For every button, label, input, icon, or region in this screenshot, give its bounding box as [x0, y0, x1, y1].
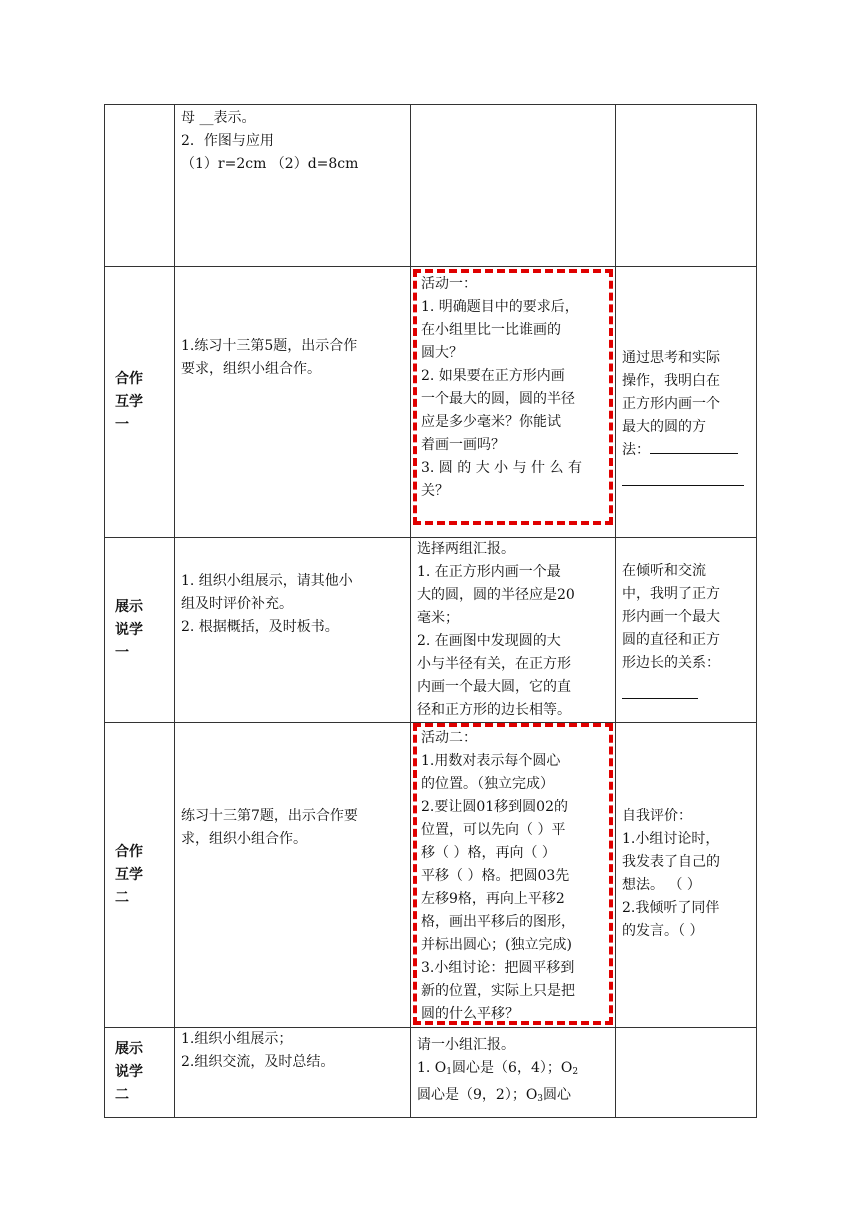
text-line: 圆的什么平移？ [421, 1006, 519, 1022]
fill-blank [622, 462, 744, 486]
stage-label: 一 [115, 644, 129, 661]
student-activity-cell [411, 267, 616, 538]
stage-label: 展示 [115, 598, 143, 615]
teacher-activity-cell [175, 723, 411, 1028]
text-line: 1. 明确题目中的要求后， [421, 299, 579, 315]
reflection-cell [616, 1028, 757, 1118]
text-line: 小与半径有关，在正方形 [417, 656, 571, 672]
stage-label-cell [105, 723, 175, 1028]
text-fragment: 1. O [417, 1060, 447, 1076]
stage-label: 一 [115, 416, 129, 433]
text-line: 圆的直径和正方 [622, 632, 720, 648]
student-activity-cell [411, 1028, 616, 1118]
stage-label: 说学 [115, 621, 143, 638]
text-line: 活动二： [421, 730, 477, 746]
reflection-cell [616, 267, 757, 538]
text-fragment: 圆心是（9，2）；O [417, 1087, 538, 1103]
stage-label: 互学 [115, 393, 143, 410]
text-line: 2．作图与应用 [181, 133, 274, 149]
text-fragment: 圆心 [543, 1087, 572, 1103]
teacher-activity-cell [175, 1028, 411, 1118]
text-line: 平移（ ）格。把圆03先 [421, 868, 570, 884]
text-line: 活动一： [421, 276, 477, 292]
text-fragment: 圆心是（6，4）；O [452, 1060, 573, 1076]
subscript: 2 [572, 1067, 579, 1077]
text-line: 选择两组汇报。 [417, 541, 515, 557]
table-row [105, 538, 757, 723]
table-row [105, 105, 757, 267]
text-line: 左移9格，再向上平移2 [421, 891, 565, 907]
activity-one-dashed-box [413, 269, 613, 525]
text-line: 练习十三第7题，出示合作要 [181, 808, 358, 824]
text-line: 中，我明了正方 [622, 586, 720, 602]
text-line: （1）r=2cm （2）d=8cm [181, 156, 359, 172]
text-line [417, 1057, 609, 1084]
text-line: 并标出圆心；(独立完成) [421, 937, 572, 953]
text-line: 内画一个最大圆，它的直 [417, 679, 571, 695]
table-row [105, 1028, 757, 1118]
text-line: 2. 在画图中发现圆的大 [417, 633, 561, 649]
activity-two-dashed-box [413, 723, 613, 1025]
text-line: 1.练习十三第5题，出示合作 [181, 338, 358, 354]
stage-label: 二 [115, 889, 129, 906]
text-line: 的位置。（独立完成） [421, 776, 554, 792]
text-line: 形边长的关系： [622, 655, 720, 671]
text-line: 位置，可以先向（ ）平 [421, 822, 566, 838]
text-line: 格，画出平移后的图形， [421, 914, 575, 930]
text-line: 在小组里比一比谁画的 [421, 322, 561, 338]
teacher-activity-cell [175, 538, 411, 723]
stage-label: 合作 [115, 370, 143, 387]
text-line: 要求，组织小组合作。 [181, 361, 321, 377]
text-line [417, 1084, 609, 1111]
table-row [105, 723, 757, 1028]
text-line: 毫米； [417, 610, 459, 626]
text-line: 3.小组讨论：把圆平移到 [421, 960, 575, 976]
text-line: 应是多少毫米？你能试 [421, 414, 561, 430]
text-line: 组及时评价补充。 [181, 596, 293, 612]
lesson-plan-table [104, 104, 757, 1118]
subscript: 3 [537, 1094, 544, 1104]
text-line: 2. 如果要在正方形内画 [421, 368, 565, 384]
text-line: 关？ [421, 483, 449, 499]
text-line: 2. 根据概括，及时板书。 [181, 619, 339, 635]
text-line: 移（ ）格，再向（ ） [421, 845, 556, 861]
text-line: 圆大？ [421, 345, 463, 361]
text-line: 求，组织小组合作。 [181, 831, 307, 847]
text-line: 2.组织交流，及时总结。 [181, 1054, 335, 1070]
stage-label: 互学 [115, 866, 143, 883]
text-line: 3. 圆 的 大 小 与 什 么 有 [421, 460, 582, 476]
text-line: 在倾听和交流 [622, 563, 706, 579]
fill-blank [650, 453, 738, 454]
text-line: 母 __表示。 [181, 110, 256, 126]
stage-label-cell [105, 538, 175, 723]
text-line: 操作，我明白在 [622, 373, 720, 389]
text-line: 的发言。（ ） [622, 923, 704, 939]
text-line: 1.小组讨论时， [622, 831, 720, 847]
teacher-activity-cell [175, 105, 411, 267]
student-activity-cell [411, 538, 616, 723]
stage-label-cell [105, 267, 175, 538]
subscript: 1 [446, 1067, 453, 1077]
student-activity-cell [411, 105, 616, 267]
stage-label: 说学 [115, 1064, 143, 1080]
text-line: 通过思考和实际 [622, 350, 720, 366]
reflection-cell [616, 538, 757, 723]
student-activity-cell [411, 723, 616, 1028]
text-line: 径和正方形的边长相等。 [417, 702, 571, 718]
text-line: 最大的圆的方 [622, 419, 706, 435]
text-line: 大的圆，圆的半径应是20 [417, 587, 575, 603]
stage-label-cell [105, 1028, 175, 1118]
text-line: 一个最大的圆，圆的半径 [421, 391, 575, 407]
text-line: 1. 在正方形内画一个最 [417, 564, 561, 580]
text-line: 自我评价： [622, 808, 692, 824]
text-line: 请一小组汇报。 [417, 1037, 515, 1053]
reflection-cell [616, 105, 757, 267]
text-line: 2.我倾听了同伴 [622, 900, 720, 916]
text-line: 我发表了自己的 [622, 854, 720, 870]
text-line: 形内画一个最大 [622, 609, 720, 625]
stage-label: 二 [115, 1087, 129, 1103]
text-line: 1. 组织小组展示，请其他小 [181, 573, 353, 589]
text-line: 正方形内画一个 [622, 396, 720, 412]
teacher-activity-cell [175, 267, 411, 538]
text-line: 着画一画吗？ [421, 437, 505, 453]
text-line [622, 462, 750, 486]
text-fragment: 法： [622, 442, 650, 458]
stage-label: 展示 [115, 1041, 143, 1057]
text-line: 2.要让圆01移到圆02的 [421, 799, 568, 815]
text-line: 1.用数对表示每个圆心 [421, 753, 561, 769]
text-line [622, 675, 750, 699]
reflection-cell [616, 723, 757, 1028]
stage-label-cell [105, 105, 175, 267]
text-line: 新的位置，实际上只是把 [421, 983, 575, 999]
text-line: 想法。 （ ） [622, 877, 701, 893]
text-line: 1.组织小组展示； [181, 1031, 293, 1047]
table-row [105, 267, 757, 538]
text-line [622, 439, 750, 462]
stage-label: 合作 [115, 843, 143, 860]
fill-blank [622, 675, 698, 699]
